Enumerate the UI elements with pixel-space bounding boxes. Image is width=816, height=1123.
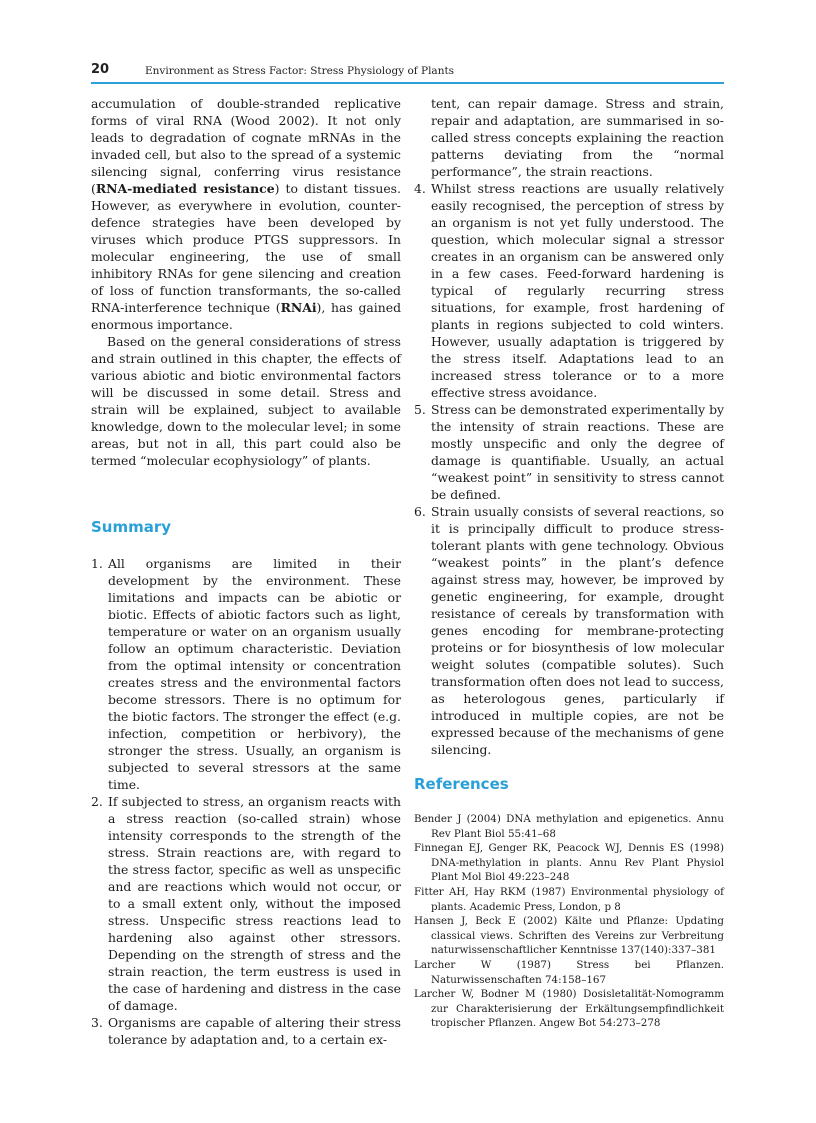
body-paragraph: accumulation of double-stranded replicative forms of viral RNA (Wood 2002). It not only leads to degradation of cognate mRNAs in the invaded cell, but also to the spread of a systemic silencing signal, conferring virus resistance (RNA-mediated resistance) to distant tissues. However, as everywhere in evolution, counter-defence strategies have been developed by viruses which produce PTGS suppressors. In molecular engineering, the use of small inhibitory RNAs for gene silencing and creation of loss of function transformants, the so-called RNA-interference technique (RNAi), has gained enormous importance.: [91, 96, 401, 332]
summary-item: 6. Strain usually consists of several reactions, so it is principally difficult to produce stress-tolerant plants with gene technology. Obvious “weakest points” in the plant’s defence against stress may, however, be improved by genetic engineering, for example, drought resistance of cereals by transformation with genes encoding for membrane-protecting proteins or for biosynthesis of low molecular weight solutes (compatible solutes). Such transformation often does not lead to success, as heterologous genes, particularly if introduced in multiple copies, are not be expressed because of the mechanisms of gene silencing.: [414, 504, 724, 757]
reference-entry: Hansen J, Beck E (2002) Kälte und Pflanze: Updating classical views. Schriften des Vereins zur Verbreitung naturwissenschaftlicher Kenntnisse 137(140):337–381: [414, 915, 724, 957]
references-heading: References: [414, 775, 509, 793]
references-list: [414, 812, 724, 1031]
reference-entry: Bender J (2004) DNA methylation and epigenetics. Annu Rev Plant Biol 55:41–68: [414, 813, 724, 840]
summary-item: 2. If subjected to stress, an organism reacts with a stress reaction (so-called strain) whose intensity corresponds to the strength of the stress. Strain reactions are, with regard to the stress factor, specific as well as unspecific and are reactions which would not occur, or to a small extent only, without the imposed stress. Unspecific stress reactions lead to hardening also against other stressors. Depending on the strength of stress and the strain reaction, the term eustress is used in the case of hardening and distress in the case of damage.: [91, 794, 401, 1013]
term-rnai: RNAi: [280, 300, 317, 315]
reference-entry: Finnegan EJ, Genger RK, Peacock WJ, Dennis ES (1998) DNA-methylation in plants. Annu Rev Plant Physiol Plant Mol Biol 49:223–248: [414, 842, 724, 884]
term-rna-mediated-resistance: RNA-mediated resistance: [95, 181, 275, 196]
summary-item: 4. Whilst stress reactions are usually relatively easily recognised, the perception of stress by an organism is not yet fully understood. The question, which molecular signal a stressor creates in an organism can be answered only in a few cases. Feed-forward hardening is typical of regularly recurring stress situations, for example, frost hardening of plants in regions subjected to cold winters. However, usually adaptation is triggered by the stress itself. Adaptations lead to an increased stress tolerance or to a more effective stress avoidance.: [414, 181, 724, 400]
summary-item: 5. Stress can be demonstrated experimentally by the intensity of strain reactions. These are mostly unspecific and only the degree of damage is quantifiable. Usually, an actual “weakest point” in sensitivity to stress cannot be defined.: [414, 402, 724, 502]
reference-entry: Larcher W (1987) Stress bei Pflanzen. Naturwissenschaften 74:158–167: [414, 958, 724, 986]
summary-item: 3. Organisms are capable of altering their stress tolerance by adaptation and, to a certain ex-: [91, 1015, 401, 1047]
reference-entry: Fitter AH, Hay RKM (1987) Environmental physiology of plants. Academic Press, London, p 8: [414, 885, 724, 913]
page-header: [91, 62, 724, 84]
summary-heading: Summary: [91, 518, 172, 536]
body-paragraph: Based on the general considerations of stress and strain outlined in this chapter, the effects of various abiotic and biotic environmental factors will be discussed in some detail. Stress and strain will be explained, subject to available knowledge, down to the molecular level; in some areas, but not in all, this part could also be termed “molecular ecophysiology” of plants.: [91, 334, 401, 468]
running-title: Environment as Stress Factor: Stress Physiology of Plants: [145, 65, 455, 77]
summary-item: 1. All organisms are limited in their development by the environment. These limitations and impacts can be abiotic or biotic. Effects of abiotic factors such as light, temperature or water on an organism usually follow an optimum characteristic. Deviation from the optimal intensity or concentration creates stress and the environmental factors become stressors. There is no optimum for the biotic factors. The stronger the effect (e.g. infection, competition or herbivory), the stronger the stress. Usually, an organism is subjected to several stressors at the same time.: [91, 556, 401, 792]
page-number: 20: [91, 62, 110, 77]
header-rule: [91, 82, 724, 84]
summary-item-continued: tent, can repair damage. Stress and strain, repair and adaptation, are summarised in so-called stress concepts explaining the reaction patterns deviating from the “normal performance”, the strain reactions.: [431, 96, 724, 179]
reference-entry: Larcher W, Bodner M (1980) Dosisletalität-Nomogramm zur Charakterisierung der Erkältungsempfindlichkeit tropischer Pflanzen. Angew Bot 54:273–278: [414, 988, 724, 1030]
right-column: [414, 95, 724, 758]
summary-list-left: [91, 555, 401, 1048]
left-column: [91, 95, 401, 469]
